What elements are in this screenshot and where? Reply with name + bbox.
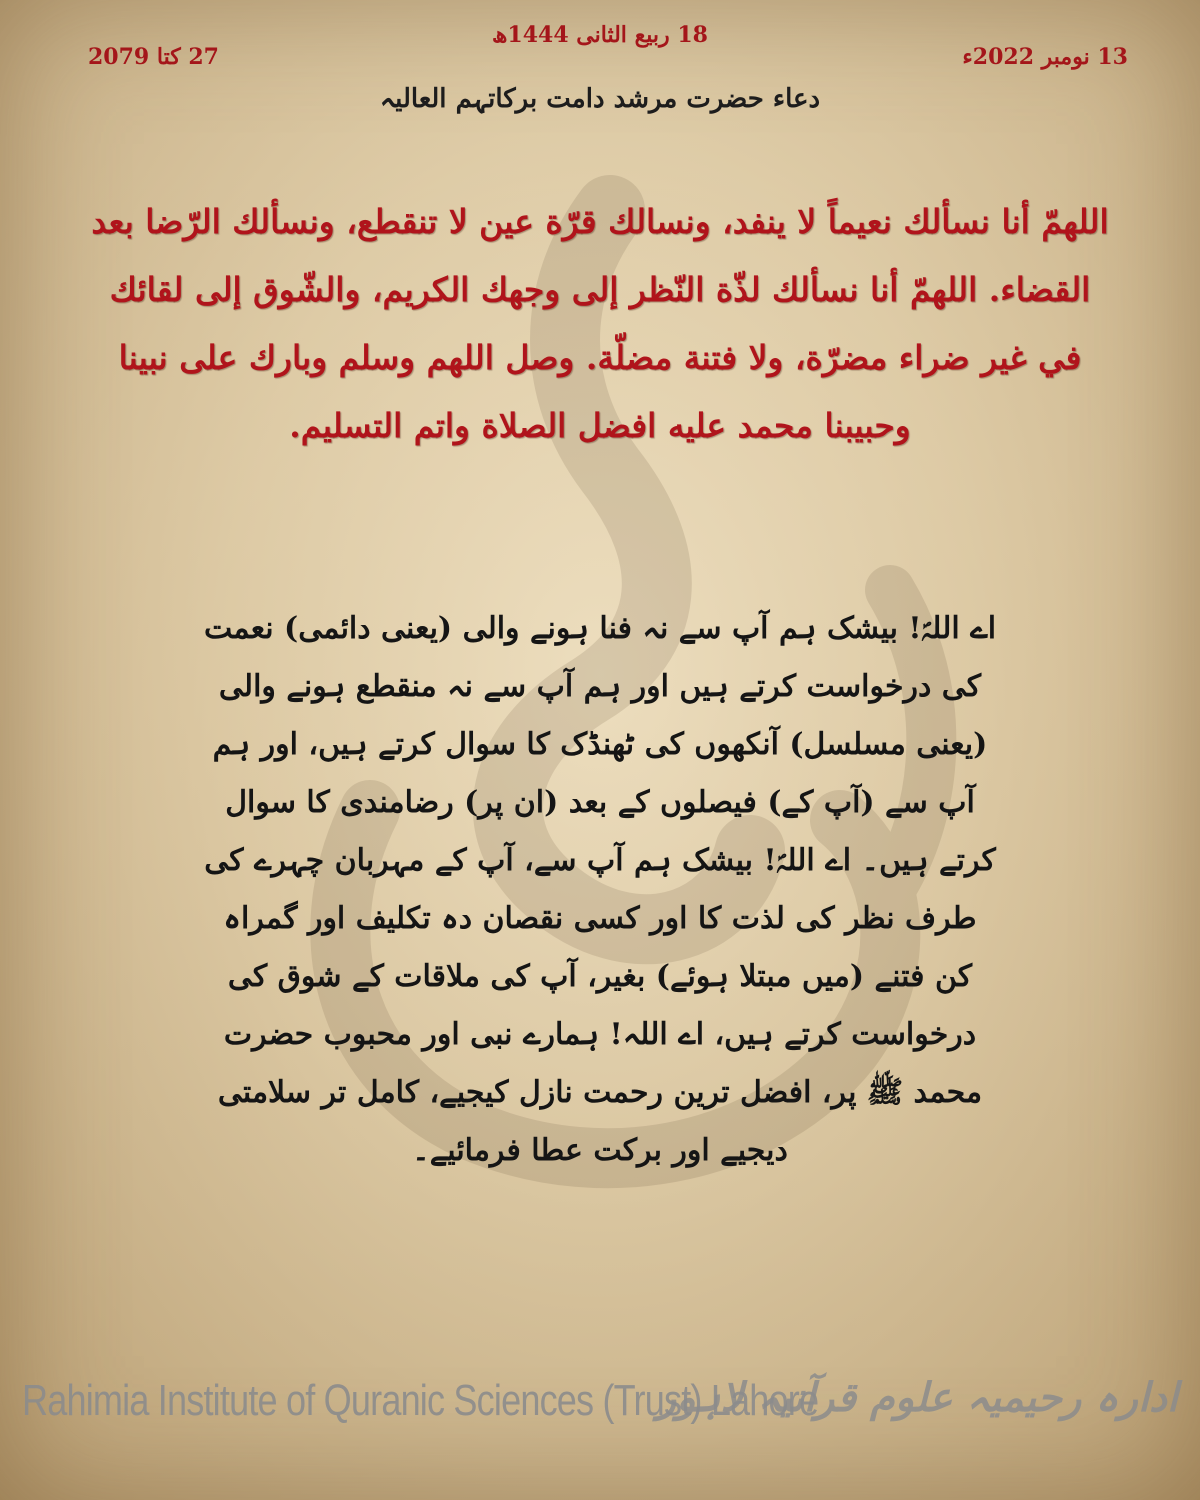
bikrami-date: 27 کتا 2079 xyxy=(88,44,219,70)
page-title: دعاء حضرت مرشد دامت برکاتہم العالیہ xyxy=(379,84,821,114)
hijri-date: 18 ربیع الثانی 1444ھ xyxy=(492,22,708,48)
arabic-dua-text: اللهمّ أنا نسألك نعيماً لا ينفد، ونسالك قرّة عين لا تنقطع، ونسألك الرّضا بعد القضاء. اللهمّ أنا نسألك لذّة النّظر إلى وجهك الكريم، والشّوق إلى لقائك في غير ضراء مضرّة، ولا فتنة مضلّة. وصل اللهم وسلم وبارك على نبينا وحبيبنا محمد عليه افضل الصلاة واتم التسليم. xyxy=(91,202,1109,445)
institute-logo-urdu: ادارہ رحیمیہ علوم قرآنیہ لاہور xyxy=(657,1374,1178,1421)
urdu-translation-text: اے اللہؐ! بیشک ہم آپ سے نہ فنا ہونے والی (یعنی دائمی) نعمت کی درخواست کرتے ہیں اور ہم آپ سے نہ منقطع ہونے والی (یعنی مسلسل) آنکھوں کی ٹھنڈک کا سوال کرتے ہیں، اور ہم آپ سے (آپ کے) فیصلوں کے بعد (ان پر) رضامندی کا سوال کرتے ہیں۔ اے اللہؐ! بیشک ہم آپ سے، آپ کے مہربان چہرے کی طرف نظر کی لذت کا اور کسی نقصان دہ تکلیف اور گمراہ کن فتنے (میں مبتلا ہوئے) بغیر، آپ کی ملاقات کے شوق کی درخواست کرتے ہیں، اے اللہ! ہمارے نبی اور محبوب حضرت محمد ﷺ پر، افضل ترین رحمت نازل کیجیے، کامل تر سلامتی دیجیے اور برکت عطا فرمائیے۔ xyxy=(203,611,997,1168)
institute-name-english: Rahimia Institute of Quranic Sciences (Trust) Lahore xyxy=(22,1376,819,1425)
gregorian-date: 13 نومبر 2022ء xyxy=(962,44,1128,70)
